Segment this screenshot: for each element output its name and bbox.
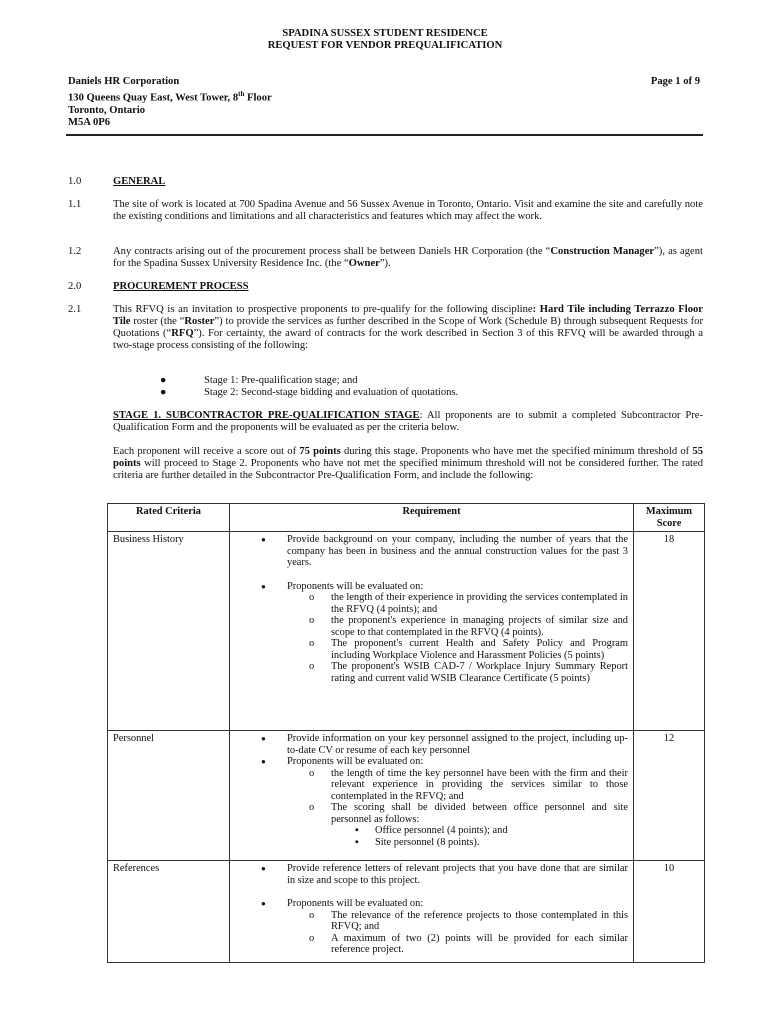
criteria-cell: Business History bbox=[108, 532, 230, 731]
table-row bbox=[108, 532, 705, 731]
city: Toronto, Ontario bbox=[68, 104, 146, 116]
section-number: 1.0 bbox=[68, 176, 82, 187]
paragraph-1-1: The site of work is located at 700 Spadina Avenue and 56 Sussex Avenue in Toronto, Ontario. Visit and examine the site and carefully note the existing conditions and limitations and all characteristics and features which may affect the work. bbox=[113, 199, 703, 222]
criteria-cell: References bbox=[108, 861, 230, 963]
section-number: 2.1 bbox=[68, 304, 82, 315]
list-item: o the length of their experience in providing the services contemplated in the RFVQ (4 points); and bbox=[235, 592, 628, 615]
document-title: SPADINA SUSSEX STUDENT RESIDENCE bbox=[282, 28, 488, 39]
list-item: ▪ Site personnel (8 points). bbox=[235, 837, 628, 849]
scoring-paragraph: Each proponent will receive a score out of 75 points during this stage. Proponents who have met the specified minimum threshold of 55 points will proceed to Stage 2. Proponents who have not met the specified minimum threshold will not be considered further. The rated criteria are further detailed in the Subcontractor Pre-Qualification Form, and include the following: bbox=[113, 446, 703, 481]
address-block bbox=[68, 76, 272, 129]
score-cell: 18 bbox=[634, 532, 705, 731]
rated-criteria-table bbox=[107, 503, 705, 963]
paragraph-1-2: Any contracts arising out of the procurement process shall be between Daniels HR Corporation (the “Construction Manager”), as agent for the Spadina Sussex University Residence Inc. (the “Owner”). bbox=[113, 246, 703, 269]
company-name: Daniels HR Corporation bbox=[68, 76, 180, 87]
section-number: 1.1 bbox=[68, 199, 82, 210]
document-subtitle: REQUEST FOR VENDOR PREQUALIFICATION bbox=[267, 40, 503, 51]
list-item: ● Provide information on your key personnel assigned to the project, including up-to-date CV or resume of each key personnel bbox=[235, 733, 628, 756]
table-header-row bbox=[108, 504, 705, 532]
section-heading-procurement: PROCUREMENT PROCESS bbox=[113, 281, 249, 292]
list-item: o the length of time the key personnel have been with the firm and their relevant experience in providing the services similar to those contemplated in the RFVQ; and bbox=[235, 768, 628, 803]
list-item: o The scoring shall be divided between office personnel and site personnel as follows: bbox=[235, 802, 628, 825]
postal-code: M5A 0P6 bbox=[68, 117, 111, 129]
score-cell: 10 bbox=[634, 861, 705, 963]
list-item: ● Provide background on your company, including the number of years that the company has been in business and the annual construction values for the past 3 years. bbox=[235, 534, 628, 569]
column-header: Rated Criteria bbox=[108, 504, 230, 532]
list-item: ● Proponents will be evaluated on: bbox=[235, 756, 628, 768]
list-item: o The proponent's current Health and Safety Policy and Program including Workplace Violence and Harassment Policies (5 points) bbox=[235, 638, 628, 661]
section-number: 1.2 bbox=[68, 246, 82, 257]
section-heading-general: GENERAL bbox=[113, 176, 166, 187]
requirement-cell bbox=[230, 731, 634, 861]
requirement-cell bbox=[230, 532, 634, 731]
list-item: o The relevance of the reference projects to those contemplated in this RFVQ; and bbox=[235, 910, 628, 933]
list-item: o The proponent's WSIB CAD-7 / Workplace Injury Summary Report rating and current valid WSIB Clearance Certificate (5 points) bbox=[235, 661, 628, 684]
table-row bbox=[108, 861, 705, 963]
list-item: o A maximum of two (2) points will be provided for each similar reference project. bbox=[235, 933, 628, 956]
requirement-cell bbox=[230, 861, 634, 963]
section-number: 2.0 bbox=[68, 281, 82, 292]
list-item: ● Proponents will be evaluated on: bbox=[235, 898, 628, 910]
list-item: o the proponent's experience in managing projects of similar size and scope to that contemplated in the RFVQ (4 points). bbox=[235, 615, 628, 638]
column-header: Requirement bbox=[230, 504, 634, 532]
criteria-cell: Personnel bbox=[108, 731, 230, 861]
list-item: ● Proponents will be evaluated on: bbox=[235, 581, 628, 593]
paragraph-2-1: This RFVQ is an invitation to prospective proponents to pre-qualify for the following discipline: Hard Tile including Terrazzo Floor Tile roster (the “Roster”) to provide the services as further described in the Scope of Work (Schedule B) through subsequent Requests for Quotations (“RFQ”). For certainty, the award of contracts for the work described in Section 3 of this RFVQ will be awarded through a two-stage process consisting of the following: bbox=[113, 304, 703, 351]
score-cell: 12 bbox=[634, 731, 705, 861]
table-row bbox=[108, 731, 705, 861]
street-address: 130 Queens Quay East, West Tower, 8th Floor bbox=[68, 90, 272, 104]
column-header: Maximum Score bbox=[634, 504, 705, 532]
header-divider bbox=[66, 134, 703, 136]
list-item: ▪ Office personnel (4 points); and bbox=[235, 825, 628, 837]
stage1-paragraph: STAGE 1. SUBCONTRACTOR PRE-QUALIFICATION STAGE: All proponents are to submit a completed Subcontractor Pre-Qualification Form and the proponents will be evaluated as per the criteria below. bbox=[113, 410, 703, 433]
page-number: Page 1 of 9 bbox=[650, 76, 700, 87]
list-item: ● Provide reference letters of relevant projects that you have done that are similar in size and scope to this project. bbox=[235, 863, 628, 886]
